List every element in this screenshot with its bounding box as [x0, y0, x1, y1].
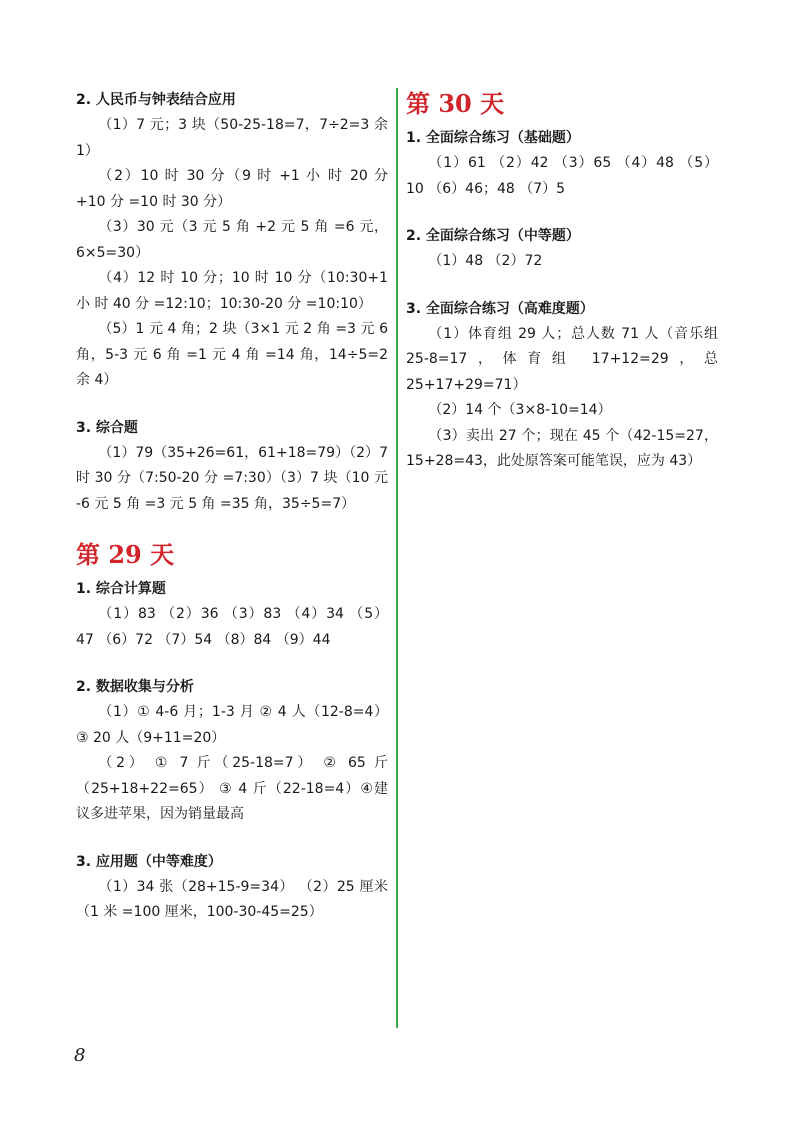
answer-item: （1）34 张（28+15-9=34） （2）25 厘米（1 米 =100 厘米，100-30-45=25）: [76, 878, 388, 920]
day-30-title: 第 30 天: [406, 89, 505, 118]
answer-item: （1）48 （2）72: [428, 253, 543, 269]
section-calc: [76, 577, 388, 653]
section-data: [76, 675, 388, 828]
answer-item: （1）61 （2）42 （3）65 （4）48 （5）10 （6）46；48 （7）5: [406, 155, 718, 197]
section-rmb-clock: [76, 88, 388, 394]
answer-item: （1）体育组 29 人；总人数 71 人（音乐组 25-8=17，体育组 17+12=29，总 25+17+29=71）: [406, 325, 718, 393]
section-comprehensive: [76, 416, 388, 518]
day-29-title: 第 29 天: [76, 540, 175, 569]
section-medium: [406, 224, 718, 275]
answer-item: （3）30 元（3 元 5 角 +2 元 5 角 =6 元，6×5=30）: [76, 219, 388, 261]
answer-item: （3）卖出 27 个；现在 45 个（42-15=27，15+28=43，此处原答案可能笔误，应为 43）: [406, 427, 718, 469]
section-basic: [406, 126, 718, 202]
answer-item: （1）83 （2）36 （3）83 （4）34 （5）47 （6）72 （7）54 （8）84 （9）44: [76, 606, 388, 648]
answer-item: （2）10 时 30 分（9 时 +1 小 时 20 分 +10 分 =10 时 30 分）: [76, 168, 388, 210]
answer-item: （1）79（35+26=61，61+18=79）（2）7 时 30 分（7:50-20 分 =7:30）（3）7 块（10 元 -6 元 5 角 =3 元 5 角 =35 角，35÷5=7）: [76, 444, 388, 512]
section-title: 3. 综合题: [76, 419, 138, 436]
section-application: [76, 850, 388, 926]
section-title: 1. 全面综合练习（基础题）: [406, 130, 580, 146]
section-title: 2. 全面综合练习（中等题）: [406, 228, 580, 244]
page-number: 8: [74, 1045, 86, 1066]
left-column: [76, 88, 388, 948]
answer-item: （1）① 4-6 月；1-3 月 ② 4 人（12-8=4）③ 20 人（9+11=20）: [76, 704, 388, 746]
section-title: 1. 综合计算题: [76, 581, 166, 597]
section-title: 3. 应用题（中等难度）: [76, 853, 222, 870]
section-hard: [406, 297, 718, 475]
column-divider: [396, 88, 398, 1028]
answer-item: （4）12 时 10 分；10 时 10 分（10:30+1 小 时 40 分 =12:10；10:30-20 分 =10:10）: [76, 270, 388, 312]
answer-item: （5）1 元 4 角；2 块（3×1 元 2 角 =3 元 6 角，5-3 元 6 角 =1 元 4 角 =14 角，14÷5=2 余 4）: [76, 321, 388, 388]
section-title: 3. 全面综合练习（高难度题）: [406, 300, 594, 317]
answer-item: （2） ① 7 斤（25-18=7） ② 65 斤（25+18+22=65） ③ 4 斤（22-18=4）④建议多进苹果，因为销量最高: [76, 755, 388, 822]
right-column: [406, 88, 718, 497]
section-title: 2. 数据收集与分析: [76, 679, 194, 695]
answer-item: （1）7 元；3 块（50-25-18=7，7÷2=3 余 1）: [76, 117, 388, 159]
answer-item: （2）14 个（3×8-10=14）: [428, 402, 612, 418]
section-title: 2. 人民币与钟表结合应用: [76, 92, 236, 108]
